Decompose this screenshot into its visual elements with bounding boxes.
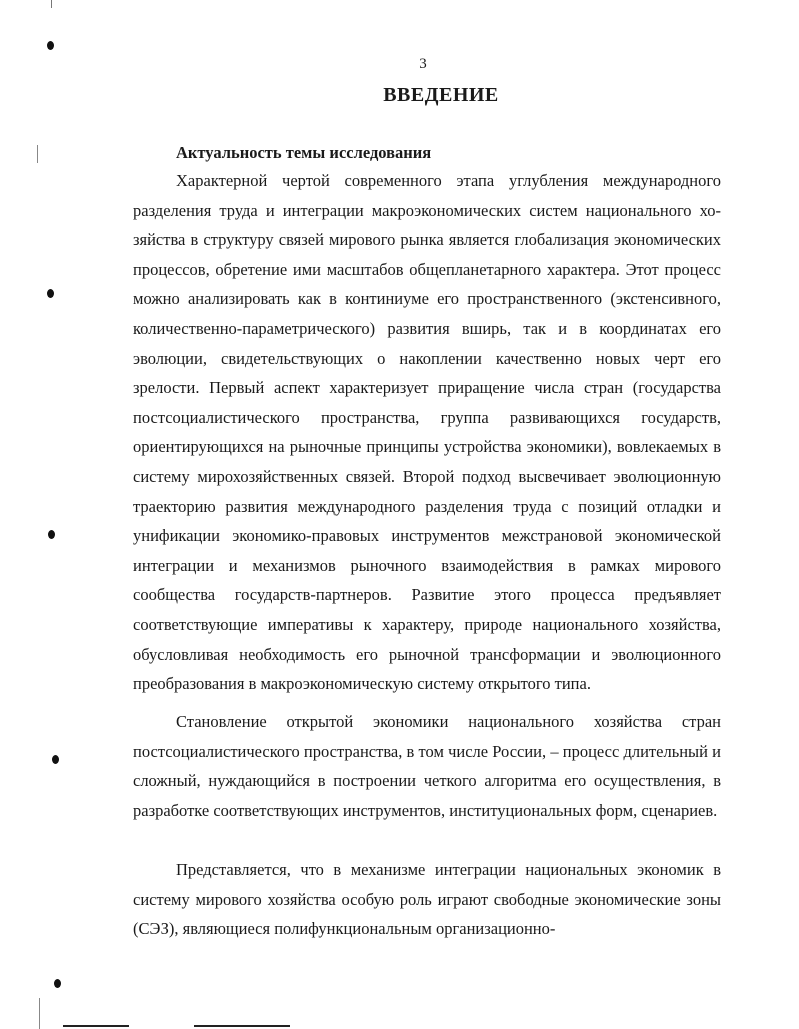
paragraph: Становление открытой экономики национального хозяйства стран постсоциалистического пространства, в том числе России, – процесс длительный и сложный, нуждающийся в построении четкого алгоритма его осуществления, в разработке соответствующих инструментов, институциональных форм, сценариев. (133, 712, 721, 820)
scan-mark (37, 145, 38, 163)
page-number: 3 (419, 56, 427, 72)
page-title: ВВЕДЕНИЕ (383, 84, 499, 106)
binder-hole (48, 530, 55, 539)
paragraph: Характерной чертой современного этапа углубления международного разделения труда и интеграции макроэкономических систем национального хозяйства в структуру связей мирового рынка является глобализация экономических процессов, обретение ими масштабов общепланетарного характера. Этот процесс можно анализировать как в континиуме его пространственного (экстенсивного, количественно-параметрического) развития вширь, так и в координатах его эволюции, свидетельствующих о накоплении качественно новых черт его зрелости. Первый аспект характеризует приращение числа стран (государства постсоциалистического пространства, группа развивающихся государств, ориентирующихся на рыночные принципы устройства экономики), вовлекаемых в систему мирохозяйственных связей. Второй подход высвечивает эволюционную траекторию развития международного разделения труда с позиций отладки и унификации экономико-правовых инструментов межстрановой экономической интеграции и механизмов рыночного взаимодействия в рамках мирового сообщества государств-партнеров. Развитие этого процесса предъявляет соответствующие императивы к характеру, природе национального хозяйства, обусловливая необходимость его рыночной трансформации и эволюционного преобразования в макроэкономическую систему открытого типа. (133, 171, 721, 694)
binder-hole (47, 289, 54, 298)
scan-mark (63, 1025, 129, 1027)
scan-mark (39, 998, 40, 1029)
scan-mark (51, 0, 52, 8)
binder-hole (47, 41, 54, 50)
binder-hole (54, 979, 61, 988)
scan-mark (194, 1025, 290, 1027)
paragraph: Представляется, что в механизме интеграции национальных экономик в систему мирового хозяйства особую роль играют свободные экономические зоны (СЭЗ), являющиеся полифункциональным организационно- (133, 860, 721, 939)
section-heading: Актуальность темы исследования (176, 143, 432, 162)
binder-hole (52, 755, 59, 764)
